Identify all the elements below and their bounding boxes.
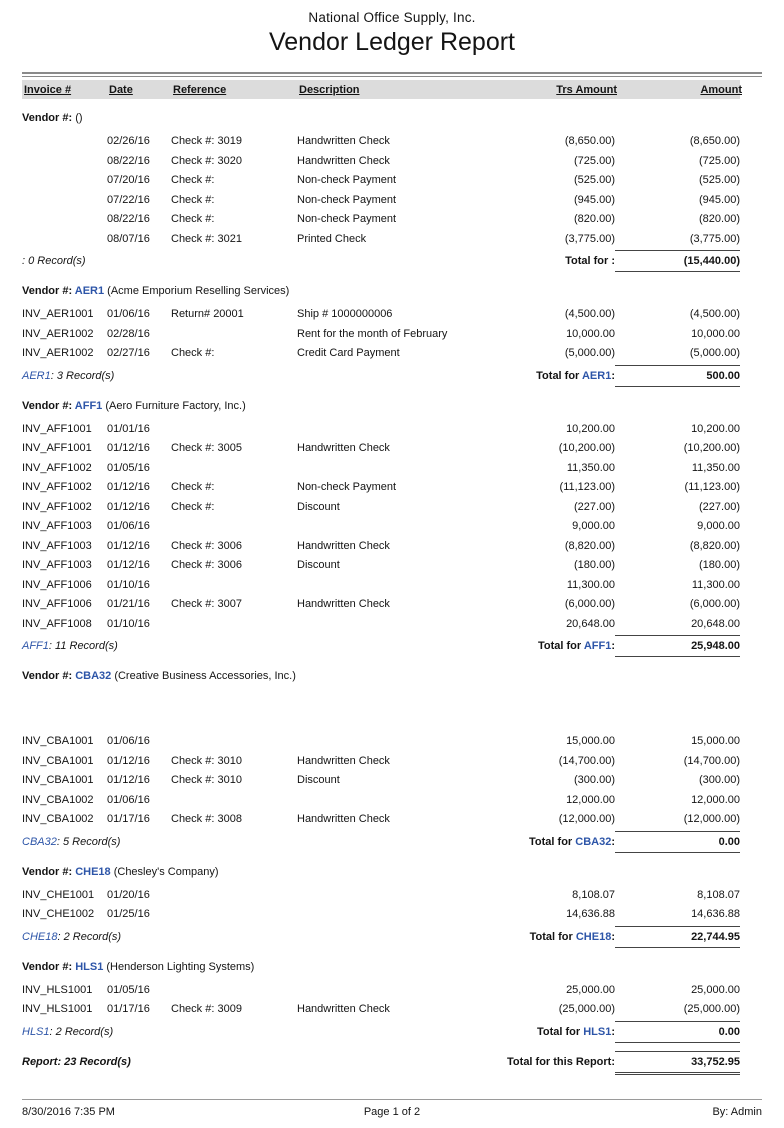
cell-date: 01/12/16 bbox=[107, 539, 150, 552]
vendor-number-label: Vendor #: bbox=[22, 960, 76, 973]
total-label-colon: : bbox=[611, 255, 615, 267]
cell-invoice: INV_HLS1001 bbox=[22, 1003, 93, 1015]
vendor-total-row bbox=[22, 635, 740, 657]
cell-date: 01/20/16 bbox=[107, 888, 150, 901]
cell-amount: (4,500.00) bbox=[689, 308, 740, 320]
vendor-total-label bbox=[493, 1022, 615, 1042]
vendor-rows bbox=[22, 132, 740, 249]
cell-amount: (10,200.00) bbox=[683, 442, 740, 454]
cell-date: 08/07/16 bbox=[107, 232, 150, 245]
record-count-text: : 2 Record(s) bbox=[57, 930, 122, 943]
cell-invoice: INV_AFF1001 bbox=[22, 442, 92, 454]
cell-trs-amount: 10,000.00 bbox=[566, 327, 615, 340]
cell-date: 07/20/16 bbox=[107, 174, 150, 186]
total-label-colon: : bbox=[611, 640, 615, 652]
cell-invoice: INV_CBA1001 bbox=[22, 735, 94, 747]
vendor-rows bbox=[22, 981, 740, 1020]
vendor-record-count bbox=[22, 251, 493, 271]
cell-date: 01/12/16 bbox=[107, 500, 150, 513]
vendor-number-label: Vendor #: bbox=[22, 399, 75, 412]
cell-invoice: INV_AFF1008 bbox=[22, 617, 92, 630]
cell-invoice: INV_CHE1001 bbox=[22, 888, 95, 901]
ledger-row bbox=[22, 517, 740, 537]
cell-date: 01/12/16 bbox=[107, 754, 150, 767]
cell-description: Credit Card Payment bbox=[297, 347, 400, 359]
vendor-total-amount: 25,948.00 bbox=[615, 635, 740, 657]
vendor-total-row bbox=[22, 250, 740, 272]
vendor-section bbox=[22, 111, 740, 272]
cell-trs-amount: (3,775.00) bbox=[564, 232, 615, 245]
vendor-code: CBA32 bbox=[22, 835, 57, 848]
cell-date: 01/05/16 bbox=[107, 461, 150, 474]
vendor-name: (Aero Furniture Factory, Inc.) bbox=[102, 399, 246, 412]
cell-amount: (3,775.00) bbox=[689, 232, 740, 245]
vendor-rows bbox=[22, 886, 740, 925]
cell-trs-amount: 10,200.00 bbox=[566, 422, 615, 435]
cell-amount: (5,000.00) bbox=[689, 347, 740, 359]
total-for-text: Total for bbox=[536, 1025, 584, 1038]
cell-reference: Check #: 3007 bbox=[171, 598, 242, 610]
total-label-colon: : bbox=[611, 930, 615, 943]
ledger-row bbox=[22, 886, 740, 906]
record-count-text: : 5 Record(s) bbox=[56, 835, 121, 848]
ledger-row bbox=[22, 732, 740, 752]
cell-date: 01/21/16 bbox=[107, 598, 150, 610]
cell-trs-amount: (945.00) bbox=[574, 193, 615, 206]
cell-date: 08/22/16 bbox=[107, 213, 150, 225]
total-for-text: Total for bbox=[565, 255, 612, 267]
cell-invoice: INV_AFF1003 bbox=[22, 520, 92, 532]
cell-trs-amount: (12,000.00) bbox=[558, 813, 615, 825]
report-title: Vendor Ledger Report bbox=[268, 28, 515, 56]
cell-invoice: INV_AFF1002 bbox=[22, 481, 92, 493]
vendor-record-count bbox=[22, 832, 493, 852]
col-header-date: Date bbox=[109, 84, 133, 96]
cell-date: 01/05/16 bbox=[107, 983, 150, 996]
cell-date: 01/06/16 bbox=[107, 735, 150, 747]
cell-description: Discount bbox=[297, 774, 340, 786]
total-for-text: Total for bbox=[538, 640, 584, 652]
vendor-header bbox=[22, 865, 740, 880]
cell-amount: 14,636.88 bbox=[691, 908, 740, 920]
cell-description: Discount bbox=[297, 559, 340, 571]
vendor-record-count bbox=[22, 927, 493, 947]
cell-trs-amount: (8,820.00) bbox=[564, 539, 615, 552]
total-label-colon: : bbox=[611, 835, 615, 848]
col-header-reference: Reference bbox=[173, 84, 227, 96]
cell-invoice: INV_AFF1002 bbox=[22, 461, 92, 474]
vendor-header bbox=[22, 669, 740, 684]
cell-trs-amount: 11,350.00 bbox=[566, 461, 615, 474]
vendor-number-label: Vendor #: bbox=[22, 285, 75, 297]
cell-reference: Check #: 3005 bbox=[171, 442, 242, 454]
ledger-row bbox=[22, 420, 740, 440]
vendor-total-row bbox=[22, 831, 740, 853]
vendor-number-label: Vendor #: bbox=[22, 112, 76, 124]
vendor-total-label bbox=[493, 636, 615, 656]
cell-date: 01/10/16 bbox=[107, 578, 150, 591]
cell-trs-amount: (525.00) bbox=[574, 174, 615, 186]
record-count-text: : 0 Record(s) bbox=[22, 255, 86, 267]
page-footer bbox=[22, 1099, 762, 1128]
cell-date: 07/22/16 bbox=[107, 193, 150, 206]
vendor-header bbox=[22, 111, 740, 126]
cell-amount: (300.00) bbox=[699, 774, 740, 786]
cell-description: Handwritten Check bbox=[297, 154, 390, 167]
cell-date: 01/25/16 bbox=[107, 908, 150, 920]
cell-reference: Check #: 3021 bbox=[171, 232, 242, 245]
cell-trs-amount: (11,123.00) bbox=[559, 481, 615, 493]
vendor-code: CBA32 bbox=[575, 835, 612, 848]
vendor-name: () bbox=[75, 112, 83, 124]
total-label-colon: : bbox=[611, 369, 615, 382]
vendor-section bbox=[22, 669, 740, 853]
vendor-total-amount: 500.00 bbox=[615, 365, 740, 387]
cell-date: 01/10/16 bbox=[107, 617, 150, 630]
vendor-number-label: Vendor #: bbox=[22, 865, 76, 878]
cell-amount: (820.00) bbox=[699, 213, 740, 225]
cell-date: 01/06/16 bbox=[107, 520, 150, 532]
cell-reference: Check #: bbox=[171, 213, 215, 225]
company-name: National Office Supply, Inc. bbox=[308, 10, 476, 25]
col-header-invoice: Invoice # bbox=[24, 84, 72, 96]
cell-trs-amount: (227.00) bbox=[574, 500, 615, 513]
ledger-row bbox=[22, 478, 740, 498]
vendor-section bbox=[22, 399, 740, 658]
total-for-text: Total for bbox=[536, 369, 582, 382]
cell-amount: 15,000.00 bbox=[691, 735, 740, 747]
report-total-row bbox=[22, 1051, 740, 1075]
vendor-rows bbox=[22, 305, 740, 364]
cell-invoice: INV_CBA1001 bbox=[22, 774, 94, 786]
cell-trs-amount: (4,500.00) bbox=[564, 308, 615, 320]
cell-reference: Check #: 3008 bbox=[171, 813, 242, 825]
vendor-code: HLS1 bbox=[75, 960, 104, 973]
vendor-total-label bbox=[493, 832, 615, 852]
vendor-header bbox=[22, 284, 740, 299]
cell-invoice: INV_CBA1001 bbox=[22, 754, 94, 767]
vendor-total-label bbox=[493, 366, 615, 386]
cell-invoice: INV_AFF1002 bbox=[22, 500, 92, 513]
vendor-total-amount: 22,744.95 bbox=[615, 926, 740, 948]
cell-reference: Check #: 3020 bbox=[171, 154, 242, 167]
vendor-section bbox=[22, 960, 740, 1043]
record-count-text: : 11 Record(s) bbox=[48, 640, 118, 652]
cell-trs-amount: 12,000.00 bbox=[566, 793, 615, 806]
ledger-row bbox=[22, 132, 740, 152]
vendor-code: AER1 bbox=[74, 285, 105, 297]
cell-date: 01/12/16 bbox=[107, 774, 150, 786]
ledger-row bbox=[22, 752, 740, 772]
cell-description: Handwritten Check bbox=[297, 598, 390, 610]
cell-trs-amount: 15,000.00 bbox=[566, 735, 615, 747]
ledger-row bbox=[22, 810, 740, 830]
cell-amount: 10,200.00 bbox=[691, 422, 740, 435]
cell-date: 01/12/16 bbox=[107, 481, 150, 493]
vendor-code: AER1 bbox=[22, 369, 51, 382]
report-record-count: Report: 23 Record(s) bbox=[22, 1055, 131, 1068]
cell-amount: (8,820.00) bbox=[689, 539, 740, 552]
vendor-code: CHE18 bbox=[22, 930, 58, 943]
vendor-total-row bbox=[22, 1021, 740, 1043]
total-for-text: Total for bbox=[529, 930, 576, 943]
cell-amount: (525.00) bbox=[699, 174, 740, 186]
total-label-colon: : bbox=[611, 1025, 615, 1038]
vendor-name: (Creative Business Accessories, Inc.) bbox=[111, 670, 296, 682]
cell-date: 01/12/16 bbox=[107, 442, 150, 454]
cell-trs-amount: (25,000.00) bbox=[558, 1003, 615, 1015]
cell-trs-amount: (725.00) bbox=[574, 154, 615, 167]
cell-invoice: INV_AFF1003 bbox=[22, 559, 92, 571]
vendor-code: CBA32 bbox=[75, 670, 112, 682]
cell-date: 08/22/16 bbox=[107, 154, 150, 167]
cell-reference: Check #: bbox=[171, 481, 215, 493]
cell-date: 01/06/16 bbox=[107, 793, 150, 806]
vendor-total-label bbox=[493, 251, 615, 271]
cell-amount: 20,648.00 bbox=[691, 617, 740, 630]
ledger-row bbox=[22, 771, 740, 791]
column-header-row bbox=[22, 80, 740, 99]
cell-date: 01/17/16 bbox=[107, 813, 150, 825]
cell-amount: (8,650.00) bbox=[689, 135, 740, 147]
ledger-row bbox=[22, 615, 740, 635]
ledger-row bbox=[22, 191, 740, 211]
cell-invoice: INV_AFF1006 bbox=[22, 598, 92, 610]
cell-invoice: INV_AER1001 bbox=[22, 308, 94, 320]
col-header-description: Description bbox=[299, 84, 360, 96]
cell-amount: (12,000.00) bbox=[683, 813, 740, 825]
vendor-record-count bbox=[22, 1022, 493, 1042]
cell-trs-amount: 14,636.88 bbox=[566, 908, 615, 920]
vendor-code: CHE18 bbox=[75, 865, 111, 878]
cell-reference: Check #: 3009 bbox=[171, 1003, 242, 1015]
cell-amount: 10,000.00 bbox=[691, 327, 740, 340]
vendor-code: AFF1 bbox=[22, 640, 49, 652]
ledger-row bbox=[22, 791, 740, 811]
col-header-amount: Amount bbox=[700, 84, 742, 96]
ledger-row bbox=[22, 556, 740, 576]
col-header-trs-amount: Trs Amount bbox=[556, 84, 617, 96]
ledger-row bbox=[22, 576, 740, 596]
cell-amount: (725.00) bbox=[699, 154, 740, 167]
footer-page-number: Page 1 of 2 bbox=[363, 1105, 421, 1118]
cell-amount: (11,123.00) bbox=[684, 481, 740, 493]
vendor-code: HLS1 bbox=[583, 1025, 612, 1038]
title-divider bbox=[22, 72, 762, 77]
footer-datetime: 8/30/2016 7:35 PM bbox=[22, 1105, 115, 1118]
cell-reference: Check #: bbox=[171, 193, 215, 206]
record-count-text: : 3 Record(s) bbox=[50, 369, 115, 382]
cell-description: Non-check Payment bbox=[297, 193, 397, 206]
cell-description: Non-check Payment bbox=[297, 213, 397, 225]
vendor-code: HLS1 bbox=[22, 1025, 50, 1038]
cell-trs-amount: (180.00) bbox=[574, 559, 615, 571]
cell-description: Handwritten Check bbox=[297, 442, 390, 454]
cell-trs-amount: (10,200.00) bbox=[558, 442, 615, 454]
vendor-record-count bbox=[22, 636, 493, 656]
ledger-row bbox=[22, 230, 740, 250]
ledger-row bbox=[22, 1000, 740, 1020]
ledger-row bbox=[22, 439, 740, 459]
cell-invoice: INV_AER1002 bbox=[22, 347, 94, 359]
report-total-amount: 33,752.95 bbox=[615, 1051, 740, 1075]
cell-amount: 8,108.07 bbox=[697, 888, 740, 901]
total-for-text: Total for bbox=[529, 835, 576, 848]
cell-amount: (180.00) bbox=[699, 559, 740, 571]
cell-trs-amount: 25,000.00 bbox=[566, 983, 615, 996]
cell-date: 02/27/16 bbox=[107, 347, 150, 359]
cell-description: Discount bbox=[297, 500, 340, 513]
vendor-sections bbox=[22, 111, 740, 1043]
vendor-code: AFF1 bbox=[74, 399, 103, 412]
cell-date: 02/28/16 bbox=[107, 327, 150, 340]
cell-description: Handwritten Check bbox=[297, 135, 390, 147]
vendor-section bbox=[22, 284, 740, 387]
vendor-number-label: Vendor #: bbox=[22, 670, 76, 682]
cell-trs-amount: (820.00) bbox=[574, 213, 615, 225]
cell-description: Handwritten Check bbox=[297, 539, 390, 552]
cell-description: Handwritten Check bbox=[297, 813, 390, 825]
ledger-row bbox=[22, 905, 740, 925]
footer-author: By: Admin bbox=[712, 1105, 762, 1118]
cell-description: Ship # 1000000006 bbox=[297, 308, 393, 320]
cell-amount: 9,000.00 bbox=[697, 520, 740, 532]
cell-trs-amount: (14,700.00) bbox=[558, 754, 615, 767]
vendor-record-count bbox=[22, 366, 493, 386]
ledger-row bbox=[22, 498, 740, 518]
cell-trs-amount: 20,648.00 bbox=[566, 617, 615, 630]
cell-amount: (945.00) bbox=[699, 193, 740, 206]
cell-reference: Check #: bbox=[171, 500, 215, 513]
cell-trs-amount: (300.00) bbox=[574, 774, 615, 786]
cell-description: Handwritten Check bbox=[297, 754, 390, 767]
cell-amount: 12,000.00 bbox=[691, 793, 740, 806]
cell-description: Non-check Payment bbox=[297, 174, 397, 186]
vendor-total-row bbox=[22, 926, 740, 948]
vendor-total-amount: 0.00 bbox=[615, 1021, 740, 1043]
vendor-section bbox=[22, 865, 740, 948]
vendor-total-row bbox=[22, 365, 740, 387]
ledger-row bbox=[22, 537, 740, 557]
cell-description: Handwritten Check bbox=[297, 1003, 390, 1015]
ledger-row bbox=[22, 210, 740, 230]
ledger-row bbox=[22, 344, 740, 364]
cell-description: Non-check Payment bbox=[297, 481, 397, 493]
cell-invoice: INV_AFF1001 bbox=[22, 422, 92, 435]
cell-reference: Check #: bbox=[171, 174, 215, 186]
cell-invoice: INV_CHE1002 bbox=[22, 908, 95, 920]
cell-reference: Check #: 3006 bbox=[171, 559, 242, 571]
cell-amount: (227.00) bbox=[699, 500, 740, 513]
cell-trs-amount: 11,300.00 bbox=[566, 578, 615, 591]
cell-reference: Return# 20001 bbox=[171, 308, 244, 320]
cell-reference: Check #: 3019 bbox=[171, 135, 242, 147]
cell-date: 02/26/16 bbox=[107, 135, 150, 147]
ledger-row bbox=[22, 595, 740, 615]
vendor-header bbox=[22, 960, 740, 975]
cell-date: 01/12/16 bbox=[107, 559, 150, 571]
cell-trs-amount: 8,108.07 bbox=[572, 888, 615, 901]
vendor-name: (Chesley's Company) bbox=[110, 865, 219, 878]
cell-amount: (6,000.00) bbox=[689, 598, 740, 610]
ledger-table bbox=[22, 80, 740, 1075]
cell-reference: Check #: 3010 bbox=[171, 774, 242, 786]
vendor-name: (Acme Emporium Reselling Services) bbox=[104, 285, 290, 297]
vendor-total-amount: (15,440.00) bbox=[615, 250, 740, 272]
record-count-text: : 2 Record(s) bbox=[49, 1025, 114, 1038]
cell-trs-amount: 9,000.00 bbox=[572, 520, 615, 532]
vendor-code: CHE18 bbox=[575, 930, 612, 943]
cell-reference: Check #: 3010 bbox=[171, 754, 242, 767]
cell-invoice: INV_CBA1002 bbox=[22, 813, 94, 825]
cell-date: 01/01/16 bbox=[107, 422, 150, 435]
cell-description: Rent for the month of February bbox=[297, 327, 448, 340]
cell-invoice: INV_CBA1002 bbox=[22, 793, 94, 806]
cell-trs-amount: (8,650.00) bbox=[564, 135, 615, 147]
vendor-header bbox=[22, 399, 740, 414]
cell-trs-amount: (5,000.00) bbox=[564, 347, 615, 359]
report-total-label: Total for this Report: bbox=[507, 1055, 615, 1068]
cell-date: 01/17/16 bbox=[107, 1003, 150, 1015]
vendor-code: AER1 bbox=[581, 369, 612, 382]
ledger-row bbox=[22, 459, 740, 479]
cell-amount: (14,700.00) bbox=[683, 754, 740, 767]
ledger-row bbox=[22, 981, 740, 1001]
vendor-code: AFF1 bbox=[583, 640, 612, 652]
ledger-row bbox=[22, 325, 740, 345]
cell-invoice: INV_AER1002 bbox=[22, 327, 94, 340]
cell-date: 01/06/16 bbox=[107, 308, 150, 320]
vendor-rows bbox=[22, 420, 740, 635]
cell-invoice: INV_AFF1006 bbox=[22, 578, 92, 591]
ledger-row bbox=[22, 305, 740, 325]
vendor-total-amount: 0.00 bbox=[615, 831, 740, 853]
cell-amount: 25,000.00 bbox=[691, 983, 740, 996]
vendor-name: (Henderson Lighting Systems) bbox=[103, 960, 255, 973]
vendor-rows bbox=[22, 732, 740, 830]
ledger-row bbox=[22, 171, 740, 191]
cell-invoice: INV_AFF1003 bbox=[22, 539, 92, 552]
vendor-total-label bbox=[493, 927, 615, 947]
cell-reference: Check #: 3006 bbox=[171, 539, 242, 552]
cell-trs-amount: (6,000.00) bbox=[564, 598, 615, 610]
cell-amount: 11,300.00 bbox=[691, 578, 740, 591]
cell-reference: Check #: bbox=[171, 347, 215, 359]
cell-description: Printed Check bbox=[297, 232, 367, 245]
cell-invoice: INV_HLS1001 bbox=[22, 983, 93, 996]
cell-amount: (25,000.00) bbox=[683, 1003, 740, 1015]
cell-amount: 11,350.00 bbox=[691, 461, 740, 474]
ledger-row bbox=[22, 152, 740, 172]
